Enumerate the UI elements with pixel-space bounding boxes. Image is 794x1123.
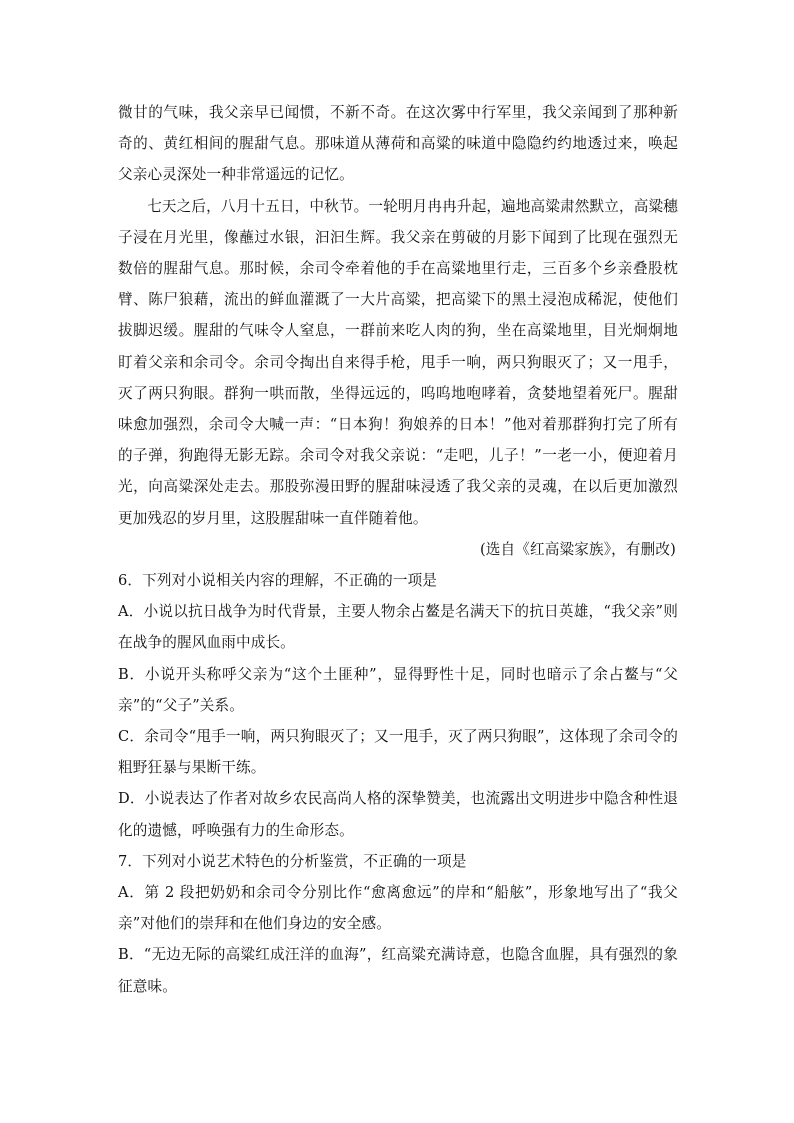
option-a: A．小说以抗日战争为时代背景，主要人物余占鳌是名满天下的抗日英雄，“我父亲”则在战争的腥风血雨中成长。 — [118, 603, 678, 652]
option-c: C．余司令“甩手一响，两只狗眼灭了；又一甩手，灭了两只狗眼”，这体现了余司令的粗野狂暴与果断干练。 — [118, 728, 678, 777]
question-7 — [118, 846, 678, 1002]
option-a: A．第 2 段把奶奶和余司令分别比作“愈离愈远”的岸和“船舷”，形象地写出了“我父亲”对他们的崇拜和在他们身边的安全感。 — [118, 884, 678, 933]
option-d: D．小说表达了作者对故乡农民高尚人格的深挚赞美，也流露出文明进步中隐含种性退化的遗憾，呼唤强有力的生命形态。 — [118, 790, 678, 839]
passage-source: (选自《红高粱家族》，有删改) — [479, 540, 676, 558]
passage-paragraph-1: 微甘的气味，我父亲早已闻惯，不新不奇。在这次雾中行军里，我父亲闻到了那种新奇的、黄红相间的腥甜气息。那味道从薄荷和高粱的味道中隐隐约约地透过来，唤起父亲心灵深处一种非常遥远的记忆。 — [118, 104, 678, 184]
option-b: B．“无边无际的高粱红成汪洋的血海”，红高粱充满诗意，也隐含血腥，具有强烈的象征意味。 — [118, 946, 678, 995]
option-b: B．小说开头称呼父亲为“这个土匪种”，显得野性十足，同时也暗示了余占鳌与“父亲”的“父子”关系。 — [118, 665, 678, 714]
question-stem: 6．下列对小说相关内容的理解，不正确的一项是 — [118, 572, 438, 590]
passage-paragraph-2: 七天之后，八月十五日，中秋节。一轮明月冉冉升起，遍地高粱肃然默立，高粱穗子浸在月光里，像蘸过水银，汩汩生辉。我父亲在剪破的月影下闻到了比现在强烈无数倍的腥甜气息。那时候，余司令牵着他的手在高粱地里行走，三百多个乡亲叠股枕臂、陈尸狼藉，流出的鲜血灌溉了一大片高粱，把高粱下的黑土浸泡成稀泥，使他们拔脚迟缓。腥甜的气味令人窒息，一群前来吃人肉的狗，坐在高粱地里，目光炯炯地盯着父亲和余司令。余司令掏出自来得手枪，甩手一响，两只狗眼灭了；又一甩手，灭了两只狗眼。群狗一哄而散，坐得远远的，呜呜地咆哮着，贪婪地望着死尸。腥甜味愈加强烈，余司令大喊一声：“日本狗！狗娘养的日本！”他对着那群狗打完了所有的子弹，狗跑得无影无踪。余司令对我父亲说：“走吧，儿子！”一老一小，便迎着月光，向高粱深处走去。那股弥漫田野的腥甜味浸透了我父亲的灵魂，在以后更加激烈更加残忍的岁月里，这股腥甜味一直伴随着他。 — [118, 197, 678, 527]
question-6 — [118, 565, 678, 846]
document-content — [118, 97, 678, 1002]
question-stem: 7．下列对小说艺术特色的分析鉴赏，不正确的一项是 — [118, 852, 467, 870]
